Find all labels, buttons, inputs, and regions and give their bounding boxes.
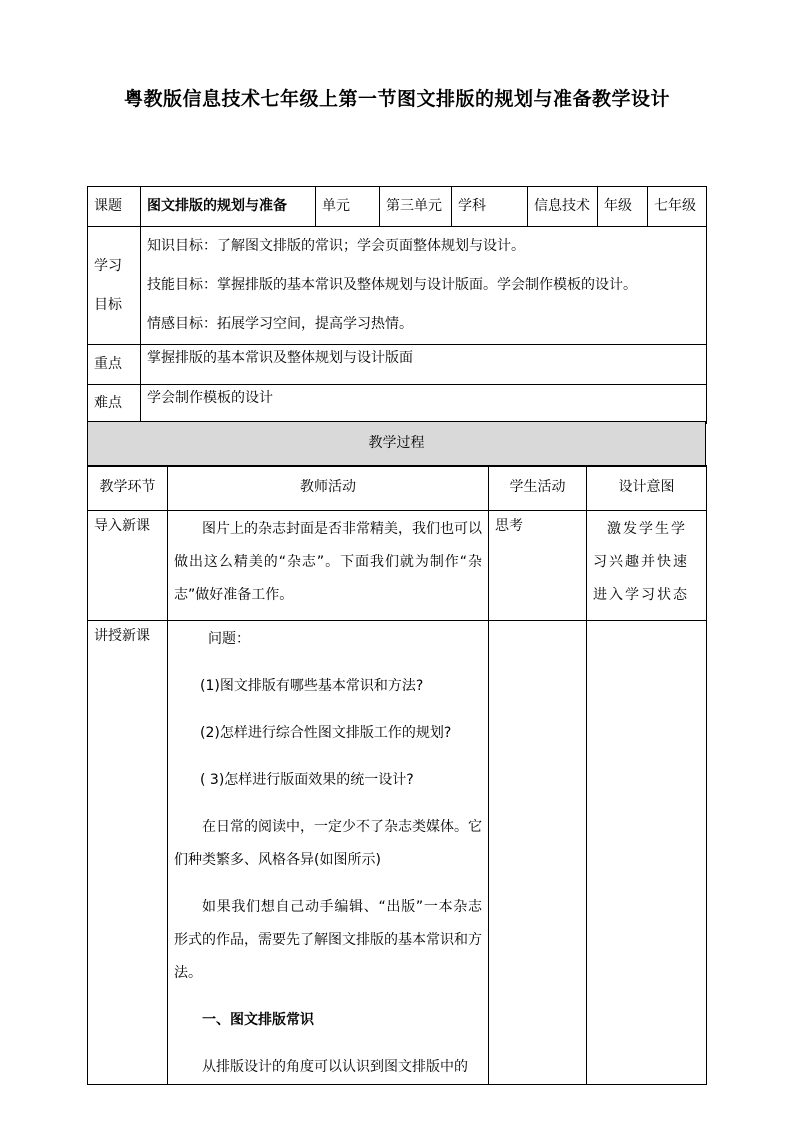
difficulty-row	[88, 385, 707, 424]
difficulty-value: 学会制作模板的设计	[141, 385, 707, 424]
intro-stage: 导入新课	[88, 511, 168, 621]
process-header-row	[88, 466, 707, 511]
lecture-intent	[587, 621, 707, 1085]
intro-student: 思考	[489, 511, 587, 621]
page-title: 粤教版信息技术七年级上第一节图文排版的规划与准备教学设计	[123, 88, 670, 110]
lecture-teacher	[168, 621, 489, 1085]
lecture-row	[88, 621, 707, 1085]
lecture-paragraph-2: 如果我们想自己动手编辑、“出版”一本杂志形式的作品，需要先了解图文排版的基本常识和方法。	[174, 899, 482, 981]
knowledge-objective: 知识目标：了解图文排版的常识；学会页面整体规划与设计。	[147, 238, 525, 254]
emotion-objective: 情感目标：拓展学习空间，提高学习热情。	[147, 316, 413, 332]
info-row	[88, 187, 707, 227]
objectives-row	[88, 227, 707, 345]
intro-teacher	[168, 511, 489, 621]
key-point-label: 重点	[88, 345, 141, 385]
section-heading: 一、图文排版常识	[202, 1012, 314, 1028]
process-table	[87, 465, 707, 1085]
lesson-info-table	[87, 186, 707, 424]
question-label: 问题：	[208, 631, 250, 647]
header-student: 学生活动	[489, 466, 587, 511]
grade-label: 年级	[598, 187, 648, 227]
key-point-value: 掌握排版的基本常识及整体规划与设计版面	[141, 345, 707, 385]
header-intent: 设计意图	[587, 466, 707, 511]
subject-label: 学科	[452, 187, 528, 227]
question-2: (2)怎样进行综合性图文排版工作的规划?	[200, 725, 452, 741]
lecture-stage: 讲授新课	[88, 621, 168, 1085]
skill-objective: 技能目标：掌握排版的基本常识及整体规划与设计版面。学会制作模板的设计。	[147, 277, 637, 293]
intro-intent-text: 激发学生学习兴趣并快速进入学习状态	[593, 521, 689, 603]
lecture-paragraph-3: 从排版设计的角度可以认识到图文排版中的	[202, 1059, 468, 1075]
objectives-content	[141, 227, 707, 345]
unit-label: 单元	[316, 187, 380, 227]
key-point-row	[88, 345, 707, 385]
objectives-label-line2: 目标	[94, 296, 122, 313]
intro-intent	[587, 511, 707, 621]
lecture-paragraph-1: 在日常的阅读中，一定少不了杂志类媒体。它们种类繁多、风格各异(如图所示)	[174, 819, 482, 868]
difficulty-label: 难点	[88, 385, 141, 424]
header-stage: 教学环节	[88, 466, 168, 511]
lecture-student	[489, 621, 587, 1085]
objectives-label	[88, 227, 141, 345]
topic-label: 课题	[88, 187, 141, 227]
intro-teacher-text: 图片上的杂志封面是否非常精美，我们也可以做出这么精美的“杂志”。下面我们就为制作“杂志”做好准备工作。	[174, 521, 482, 603]
unit-value: 第三单元	[380, 187, 452, 227]
objectives-label-line1: 学习	[94, 257, 122, 274]
grade-value: 七年级	[648, 187, 707, 227]
subject-value: 信息技术	[528, 187, 598, 227]
header-teacher: 教师活动	[168, 466, 489, 511]
process-title: 教学过程	[88, 422, 706, 467]
process-header-table	[87, 421, 706, 467]
question-1: (1)图文排版有哪些基本常识和方法?	[200, 678, 424, 694]
question-3: ( 3)怎样进行版面效果的统一设计?	[200, 772, 414, 788]
topic-value: 图文排版的规划与准备	[141, 187, 316, 227]
intro-row	[88, 511, 707, 621]
